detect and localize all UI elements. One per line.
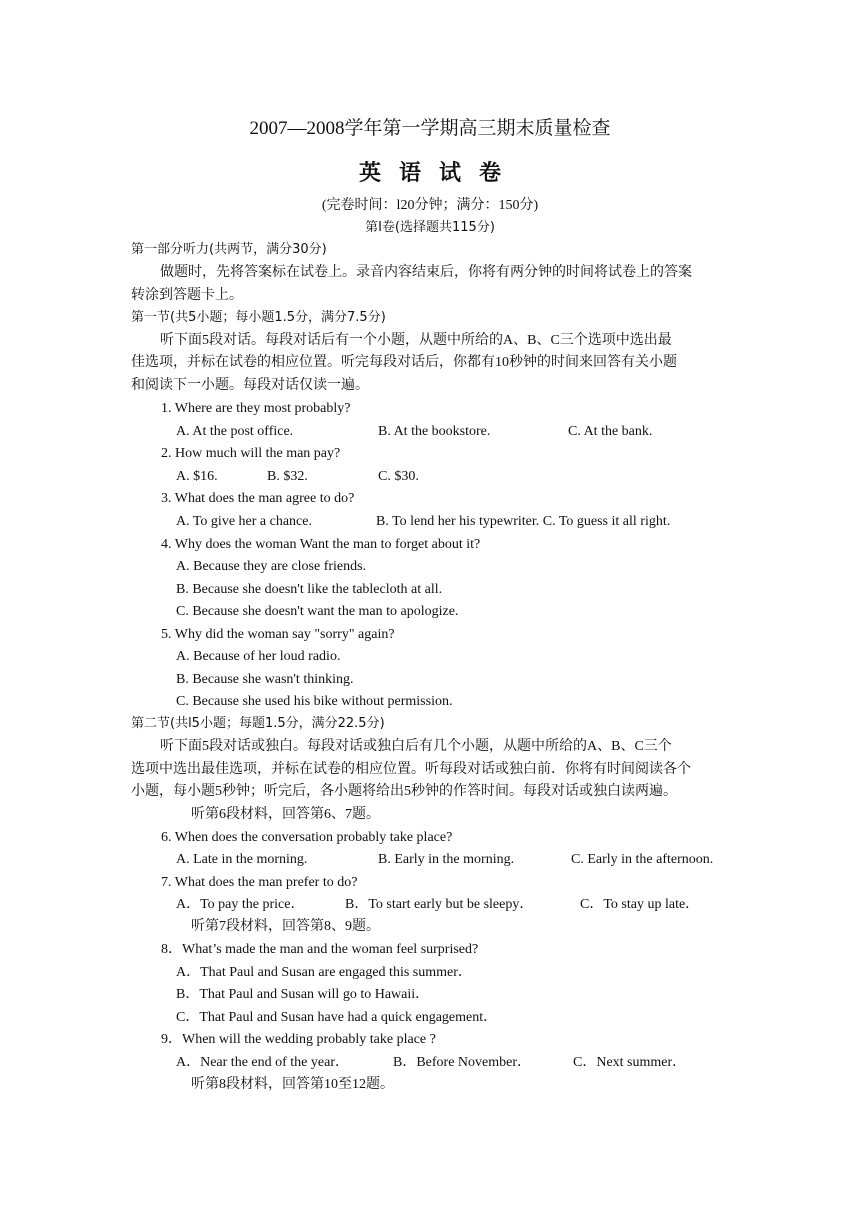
option-text: A．That Paul and Susan are engaged this summer． — [176, 965, 472, 980]
material-note: 听第7段材料，回答第8、9题。 — [191, 919, 380, 934]
part1-heading: 第一部分听力(共两节，满分30分) — [131, 242, 327, 257]
option-text: B. Because she wasn't thinking. — [176, 672, 354, 687]
question-text: 8．What’s made the man and the woman feel surprised? — [161, 942, 479, 957]
option-text: B．That Paul and Susan will go to Hawaii． — [176, 987, 430, 1002]
section1-heading: 第一节(共5小题；每小题1.5分，满分7.5分) — [131, 310, 386, 325]
material-note: 听第8段材料，回答第10至12题。 — [191, 1077, 394, 1092]
option-text: B．Before November． — [393, 1055, 532, 1070]
section1-instruction-line: 听下面5段对话。每段对话后有一个小题，从题中所给的A、B、C三个选项中选出最 — [160, 333, 672, 348]
option-text: C. Because she used his bike without permission. — [176, 694, 453, 709]
material-note: 听第6段材料，回答第6、7题。 — [191, 807, 380, 822]
option-text: A. At the post office. — [176, 424, 294, 439]
option-text: A. To give her a chance. — [176, 514, 312, 529]
question-text: 5. Why did the woman say "sorry" again? — [161, 627, 395, 642]
volume-heading: 第Ⅰ卷(选择题共115分) — [365, 220, 495, 235]
option-text: C. $30. — [378, 469, 419, 484]
section2-instruction-line: 小题，每小题5秒钟；听完后，各小题将给出5秒钟的作答时间。每段对话或独白读两遍。 — [131, 784, 677, 799]
section2-instruction-line: 选项中选出最佳选项，并标在试卷的相应位置。听每段对话或独白前．你将有时间阅读各个 — [131, 762, 691, 777]
part1-instruction-line: 转涂到答题卡上。 — [131, 288, 243, 303]
option-text: B．To start early but be sleepy． — [345, 897, 534, 912]
question-text: 4. Why does the woman Want the man to forget about it? — [161, 537, 481, 552]
option-text: A. Because they are close friends. — [176, 559, 367, 574]
option-text: C．To stay up late． — [580, 897, 700, 912]
option-text: A．To pay the price． — [176, 897, 305, 912]
option-text: C. Early in the afternoon. — [571, 852, 714, 867]
section1-instruction-line: 和阅读下一小题。每段对话仅读一遍。 — [131, 378, 369, 393]
question-text: 7. What does the man prefer to do? — [161, 875, 358, 890]
question-text: 9．When will the wedding probably take place ? — [161, 1032, 436, 1047]
option-text: A. $16. — [176, 469, 218, 484]
option-text: C. At the bank. — [568, 424, 653, 439]
subject-title: 英语试卷 — [358, 160, 519, 185]
exam-info: (完卷时间：l20分钟；满分：150分) — [321, 198, 539, 213]
option-text: B. Because she doesn't like the tablecloth at all. — [176, 582, 443, 597]
question-text: 2. How much will the man pay? — [161, 446, 341, 461]
option-text: B. To lend her his typewriter. C. To guess it all right. — [376, 514, 671, 529]
option-text: C．That Paul and Susan have had a quick engagement． — [176, 1010, 498, 1025]
option-text: B. $32. — [267, 469, 308, 484]
section2-heading: 第二节(共l5小题；每题1.5分，满分22.5分) — [131, 716, 385, 731]
option-text: B. At the bookstore. — [378, 424, 491, 439]
section2-instruction-line: 听下面5段对话或独白。每段对话或独白后有几个小题，从题中所给的A、B、C三个 — [160, 739, 672, 754]
option-text: C. Because she doesn't want the man to apologize. — [176, 604, 459, 619]
section1-instruction-line: 佳选项，并标在试卷的相应位置。听完每段对话后，你都有10秒钟的时间来回答有关小题 — [131, 355, 677, 370]
option-text: A．Near the end of the year． — [176, 1055, 349, 1070]
option-text: B. Early in the morning. — [378, 852, 515, 867]
part1-instruction-line: 做题时，先将答案标在试卷上。录音内容结束后，你将有两分钟的时间将试卷上的答案 — [160, 265, 692, 280]
question-text: 6. When does the conversation probably take place? — [161, 830, 453, 845]
option-text: A. Late in the morning. — [176, 852, 308, 867]
question-text: 1. Where are they most probably? — [161, 401, 351, 416]
question-text: 3. What does the man agree to do? — [161, 491, 355, 506]
option-text: C．Next summer． — [573, 1055, 687, 1070]
exam-title: 2007—2008学年第一学期高三期末质量检查 — [249, 118, 611, 139]
option-text: A. Because of her loud radio. — [176, 649, 341, 664]
